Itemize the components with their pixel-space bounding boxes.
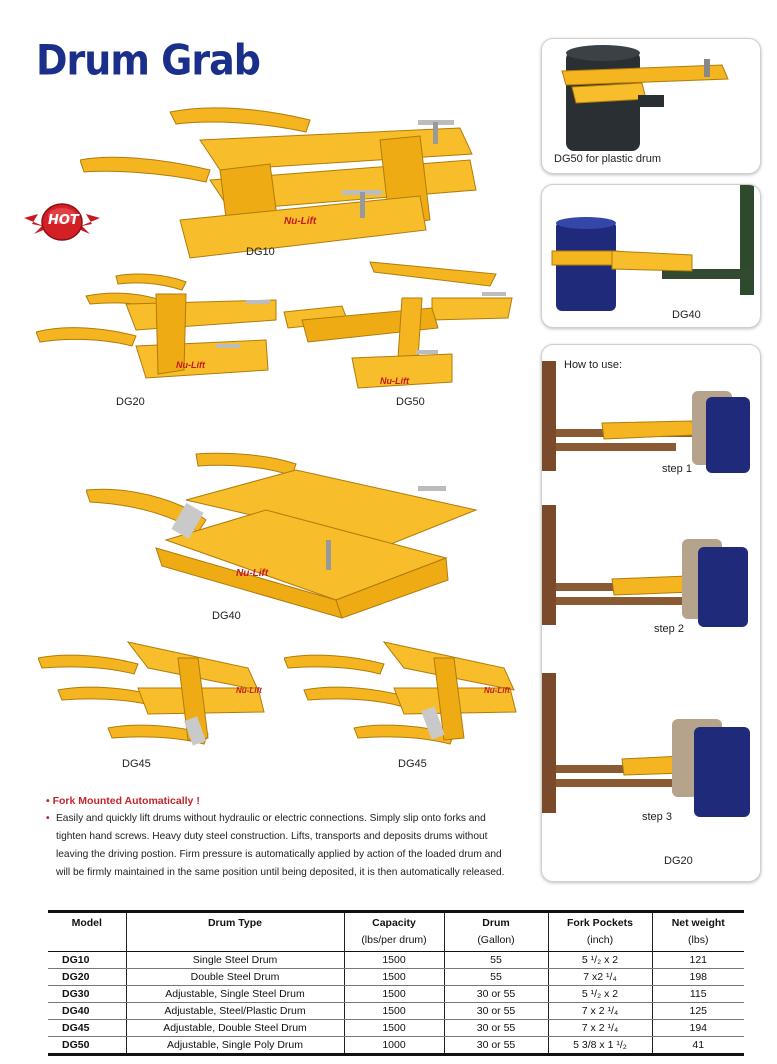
dg45-left-brand: Nu-Lift xyxy=(236,686,262,695)
dg50-label: DG50 xyxy=(396,396,425,408)
table-row: DG30 Adjustable, Single Steel Drum 1500 30 or 55 5 ¹/₂ x 2 115 xyxy=(48,986,744,1003)
panel-dg40 xyxy=(541,184,761,328)
dg40-label: DG40 xyxy=(212,610,241,622)
panel-plastic-drum xyxy=(541,38,761,174)
dg20-brand: Nu-Lift xyxy=(176,360,205,370)
dg45-left-label: DG45 xyxy=(122,758,151,770)
plastic-drum-caption: DG50 for plastic drum xyxy=(554,153,661,165)
dg40-forklift-image xyxy=(542,185,760,327)
header-capacity: Capacity (lbs/per drum) xyxy=(344,912,444,952)
how-to-dg20-label: DG20 xyxy=(664,855,693,867)
table-row: DG50 Adjustable, Single Poly Drum 1000 30 or 55 5 3/8 x 1 ¹/₂ 41 xyxy=(48,1037,744,1055)
hot-badge-label: HOT xyxy=(48,213,79,228)
feature-heading-text: Fork Mounted Automatically ! xyxy=(52,795,200,807)
step1-image xyxy=(542,361,760,491)
feature-description: • Easily and quickly lift drums without hydraulic or electric connections. Simply slip onto forks and tighten hand screws. Heavy duty steel construction. Lifts, transports and deposits drums without leaving the driving postion. Firm pressure is automatically applied by action of the loaded drum and will be firmly maintained in the same position until being deposited, it is then automatically released. xyxy=(46,810,506,882)
how-to-use-title: How to use: xyxy=(564,359,623,371)
table-row: DG20 Double Steel Drum 1500 55 7 x2 ¹/₄ 198 xyxy=(48,969,744,986)
step1-label: step 1 xyxy=(662,463,692,475)
dg40-brand: Nu-Lift xyxy=(236,568,269,579)
dg20-image xyxy=(36,270,286,385)
table-row: DG10 Single Steel Drum 1500 55 5 ¹/₂ x 2 121 xyxy=(48,952,744,969)
panel-how-to-use xyxy=(541,344,761,882)
table-row: DG45 Adjustable, Double Steel Drum 1500 30 or 55 7 x 2 ¹/₄ 194 xyxy=(48,1020,744,1037)
header-net-weight: Net weight (lbs) xyxy=(652,912,744,952)
feature-description-text: Easily and quickly lift drums without hydraulic or electric connections. Simply slip onto forks and tighten hand screws. Heavy duty steel construction. Lifts, transports and deposits drums without leaving the driving postion. Firm pressure is automatically applied by action of the loaded drum and will be firmly maintained in the same position until being deposited, it is then automatically released. xyxy=(56,813,505,878)
spec-table xyxy=(48,910,744,1056)
dg20-label: DG20 xyxy=(116,396,145,408)
dg10-brand: Nu-Lift xyxy=(284,216,317,227)
dg50-image xyxy=(282,258,522,393)
step3-image xyxy=(542,673,760,823)
step3-label: step 3 xyxy=(642,811,672,823)
header-model: Model xyxy=(71,917,102,929)
header-drum: Drum (Gallon) xyxy=(444,912,548,952)
feature-heading: • Fork Mounted Automatically ! xyxy=(46,795,200,807)
dg40-image xyxy=(86,450,486,620)
dg45-right-label: DG45 xyxy=(398,758,427,770)
dg50-brand: Nu-Lift xyxy=(380,376,409,386)
dg10-label: DG10 xyxy=(246,246,275,258)
dg40-panel-caption: DG40 xyxy=(672,309,701,321)
header-drum-type: Drum Type xyxy=(126,912,344,952)
page-title: Drum Grab xyxy=(36,35,260,85)
spec-table-header xyxy=(48,912,744,952)
step2-label: step 2 xyxy=(654,623,684,635)
dg45-right-brand: Nu-Lift xyxy=(484,686,510,695)
step2-image xyxy=(542,505,760,635)
header-fork-pockets: Fork Pockets (inch) xyxy=(548,912,652,952)
table-row: DG40 Adjustable, Steel/Plastic Drum 1500 30 or 55 7 x 2 ¹/₄ 125 xyxy=(48,1003,744,1020)
dg10-image xyxy=(80,100,480,260)
